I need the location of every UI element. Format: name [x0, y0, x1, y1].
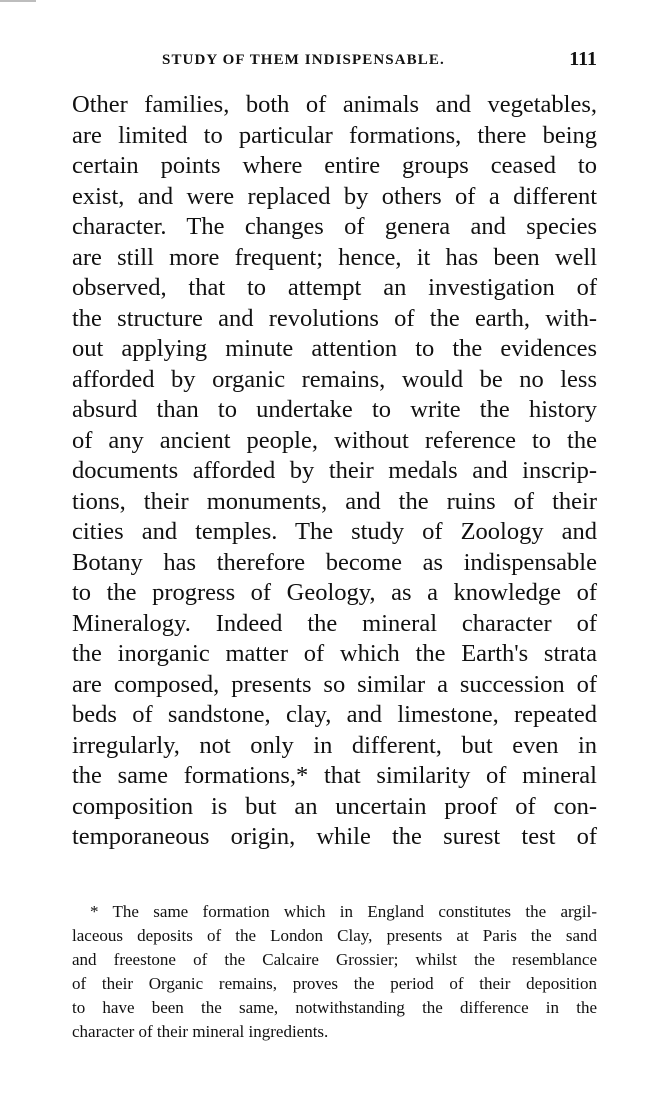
scan-edge-mark	[0, 0, 36, 2]
footnote-line: laceous deposits of the London Clay, presents at Paris the sand	[72, 926, 597, 945]
text-line: character. The changes of genera and species	[72, 213, 597, 240]
footnote-line: * The same formation which in England constitutes the argil-	[90, 902, 597, 921]
text-line: exist, and were replaced by others of a different	[72, 182, 597, 210]
body-text	[72, 90, 597, 853]
text-line: to the progress of Geology, as a knowledge of	[72, 579, 597, 606]
text-line: temporaneous origin, while the surest test of	[72, 823, 597, 850]
footnote-line: to have been the same, notwithstanding the difference in the	[72, 998, 597, 1017]
footnote-line: of their Organic remains, proves the period of their deposition	[72, 974, 597, 993]
text-line: afforded by organic remains, would be no less	[72, 365, 597, 393]
text-line: beds of sandstone, clay, and limestone, repeated	[72, 701, 597, 728]
text-line: are limited to particular formations, there being	[72, 121, 597, 149]
text-line: Other families, both of animals and vegetables,	[72, 91, 597, 118]
running-title: STUDY OF THEM INDISPENSABLE.	[162, 52, 445, 68]
text-line: Mineralogy. Indeed the mineral character of	[72, 609, 597, 637]
text-line: certain points where entire groups ceased to	[72, 152, 597, 179]
text-line: out applying minute attention to the evidences	[72, 335, 597, 362]
text-line: of any ancient people, without reference to the	[72, 426, 597, 454]
text-line: cities and temples. The study of Zoology and	[72, 518, 597, 545]
text-line: irregularly, not only in different, but even in	[72, 731, 597, 759]
text-line: the structure and revolutions of the earth, with-	[72, 304, 597, 332]
footnote	[72, 900, 597, 1044]
text-line: are composed, presents so similar a succession of	[72, 670, 597, 698]
footnote-line: character of their mineral ingredients.	[72, 1022, 329, 1041]
text-line: documents afforded by their medals and inscrip-	[72, 457, 597, 484]
text-line: the inorganic matter of which the Earth's strata	[72, 640, 597, 667]
text-line: absurd than to undertake to write the history	[72, 396, 597, 423]
footnote-line: and freestone of the Calcaire Grossier; whilst the resemblance	[72, 950, 597, 969]
text-line: are still more frequent; hence, it has been well	[72, 243, 597, 271]
text-line: observed, that to attempt an investigation of	[72, 274, 597, 301]
text-line: tions, their monuments, and the ruins of their	[72, 487, 597, 515]
page-number: 111	[569, 48, 597, 70]
text-line: Botany has therefore become as indispensable	[72, 548, 597, 576]
running-head	[72, 50, 597, 76]
text-line: the same formations,* that similarity of mineral	[72, 762, 597, 789]
text-line: composition is but an uncertain proof of con-	[72, 792, 597, 820]
